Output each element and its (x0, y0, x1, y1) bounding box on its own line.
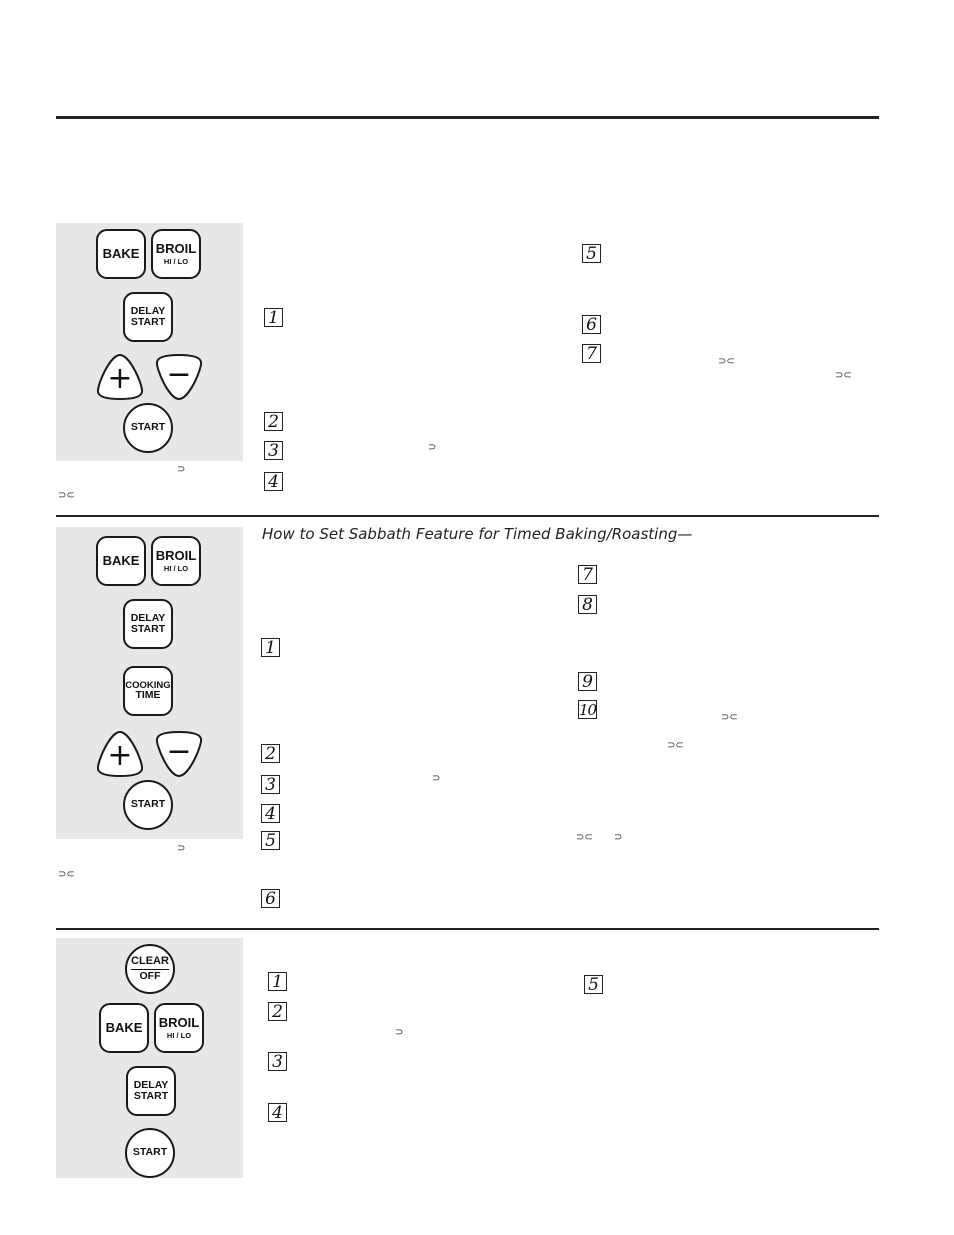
bake-label: BAKE (105, 1020, 143, 1036)
hilo-label: HI / LO (163, 256, 189, 266)
glyph: ⊃⊂ (718, 356, 735, 367)
off-label: OFF (139, 970, 161, 983)
plus-label: + (107, 361, 133, 396)
broil-label: BROIL (155, 241, 197, 257)
step-number-3: 3 (264, 441, 283, 460)
top-rule (56, 116, 879, 119)
start-button[interactable] (123, 403, 173, 453)
step-number-1: 1 (264, 308, 283, 327)
broil-button[interactable] (154, 1003, 204, 1053)
plus-button[interactable] (95, 353, 145, 401)
glyph: ⊃⊂ (58, 869, 75, 880)
start-button[interactable] (125, 1128, 175, 1178)
bake-label: BAKE (102, 246, 140, 262)
start-label: START (130, 421, 166, 434)
step-number-7: 7 (582, 344, 601, 363)
cooking-time-button[interactable] (123, 666, 173, 716)
step-number-5: 5 (261, 831, 280, 850)
delay-label: DELAY (133, 1078, 169, 1091)
step-number-2: 2 (264, 412, 283, 431)
broil-button[interactable] (151, 536, 201, 586)
glyph: ⊃ (432, 773, 441, 784)
minus-button[interactable] (154, 730, 204, 778)
step-number-3: 3 (268, 1052, 287, 1071)
delay-start-button[interactable] (123, 292, 173, 342)
bake-button[interactable] (96, 229, 146, 279)
glyph: ⊃ (395, 1027, 404, 1038)
step-number-4: 4 (268, 1103, 287, 1122)
bake-button[interactable] (96, 536, 146, 586)
start-button[interactable] (123, 780, 173, 830)
step-number-5: 5 (584, 975, 603, 994)
start-label: START (132, 1146, 168, 1159)
delay-label: DELAY (130, 611, 166, 624)
step-number-3: 3 (261, 775, 280, 794)
broil-label: BROIL (158, 1015, 200, 1031)
glyph: ⊃ (177, 464, 186, 475)
delay-start-button[interactable] (126, 1066, 176, 1116)
start-label: START (130, 798, 166, 811)
step-number-5: 5 (582, 244, 601, 263)
glyph: ⊃ (428, 442, 437, 453)
plus-label: + (107, 738, 133, 773)
step-number-1: 1 (268, 972, 287, 991)
plus-button[interactable] (95, 730, 145, 778)
section-heading: How to Set Sabbath Feature for Timed Baking/Roasting— (262, 525, 693, 543)
glyph: ⊃⊂ (835, 370, 852, 381)
clear-off-button[interactable] (125, 944, 175, 994)
broil-label: BROIL (155, 548, 197, 564)
glyph: ⊃⊂ (667, 740, 684, 751)
step-number-10: 10 (579, 701, 597, 719)
start-word-label: START (130, 316, 166, 328)
broil-button[interactable] (151, 229, 201, 279)
step-number-4: 4 (264, 472, 283, 491)
minus-button[interactable] (154, 353, 204, 401)
step-number-4: 4 (261, 804, 280, 823)
bake-button[interactable] (99, 1003, 149, 1053)
clear-label: CLEAR (131, 954, 169, 967)
start-word-label: START (130, 623, 166, 635)
step-number-1: 1 (261, 638, 280, 657)
section-divider (56, 928, 879, 930)
bake-label: BAKE (102, 553, 140, 569)
step-number-6: 6 (582, 315, 601, 334)
step-number-2: 2 (261, 744, 280, 763)
glyph: ⊃⊂ (721, 712, 738, 723)
step-number-7: 7 (578, 565, 597, 584)
step-number-6: 6 (261, 889, 280, 908)
glyph: ⊃ (177, 843, 186, 854)
start-word-label: START (133, 1090, 169, 1102)
hilo-label: HI / LO (163, 563, 189, 573)
minus-label: − (166, 734, 192, 769)
time-label: TIME (135, 689, 161, 702)
delay-start-button[interactable] (123, 599, 173, 649)
cooking-label: COOKING (125, 679, 171, 691)
glyph: ⊃⊂ (58, 490, 75, 501)
delay-label: DELAY (130, 304, 166, 317)
minus-label: − (166, 357, 192, 392)
hilo-label: HI / LO (166, 1030, 192, 1040)
step-number-8: 8 (578, 595, 597, 614)
glyph: ⊃ (614, 832, 623, 843)
section-divider (56, 515, 879, 517)
glyph: ⊃⊂ (576, 832, 593, 843)
step-number-2: 2 (268, 1002, 287, 1021)
step-number-9: 9 (578, 672, 597, 691)
